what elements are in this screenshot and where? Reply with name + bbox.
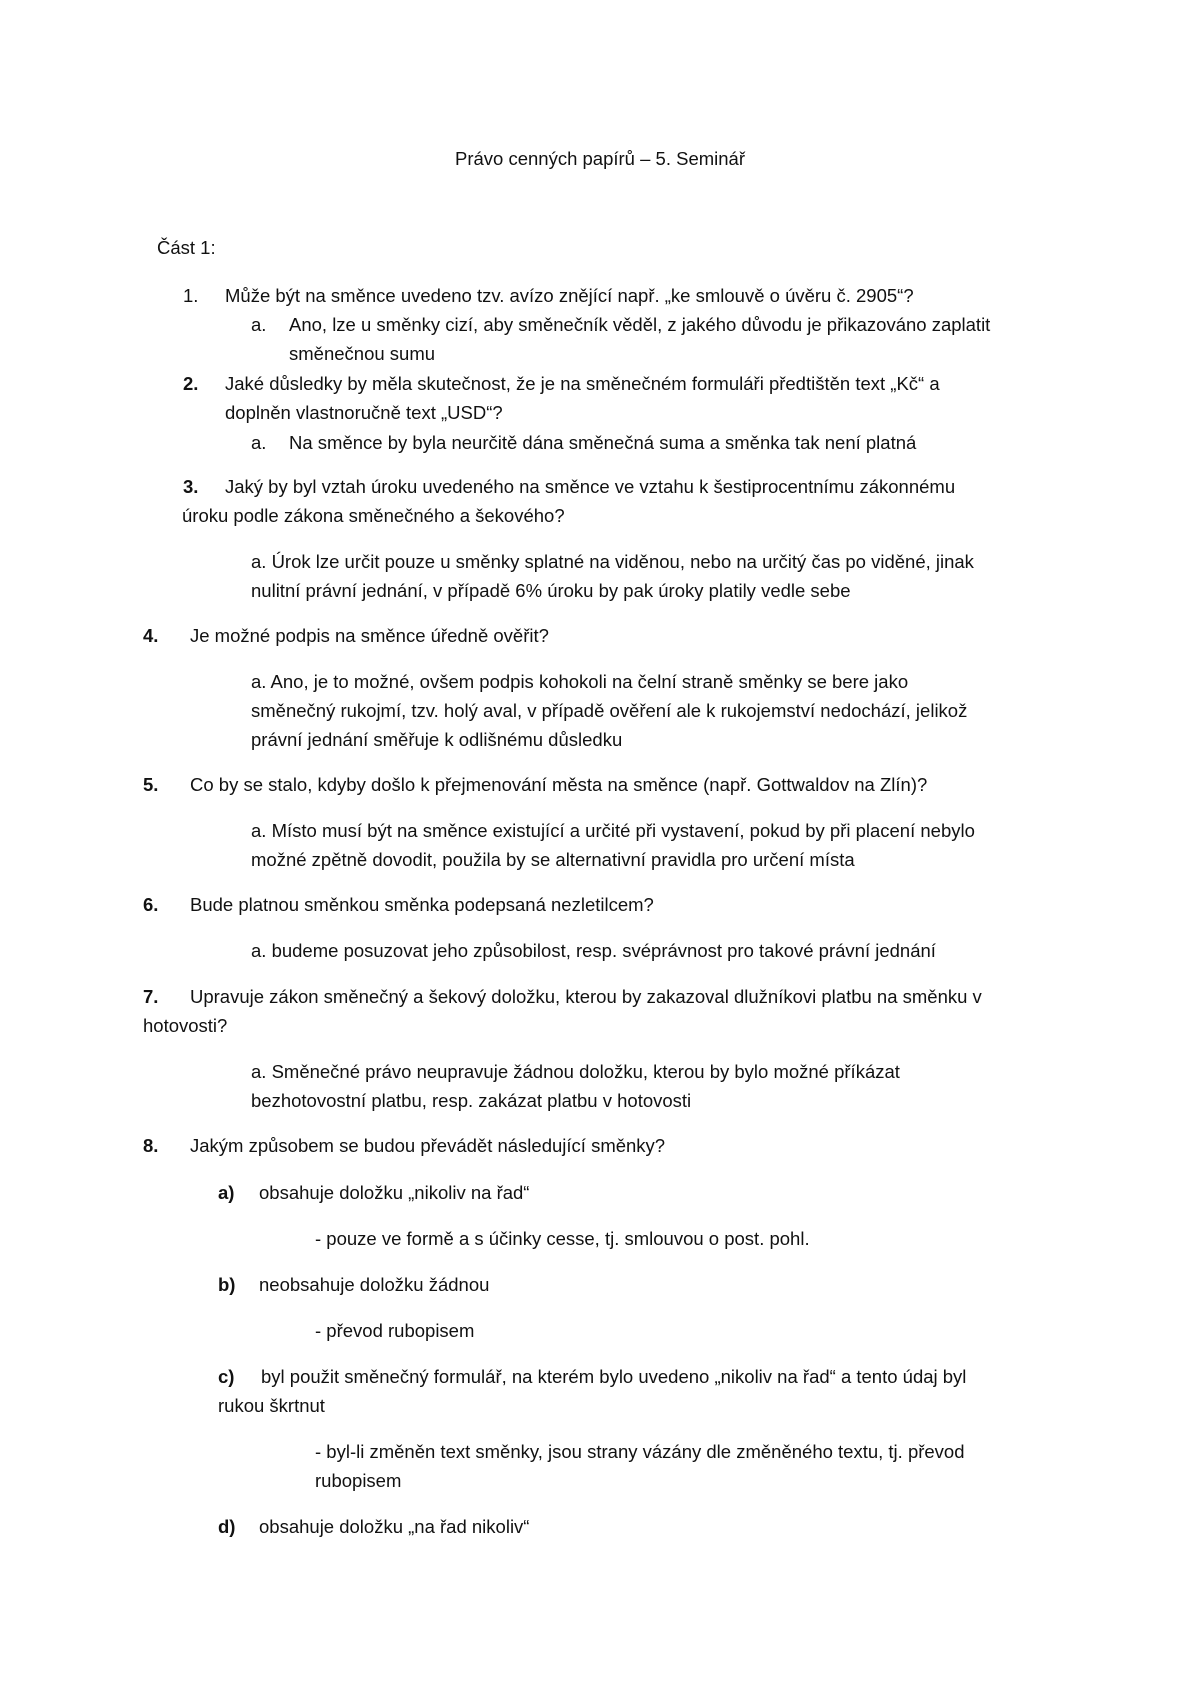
answer-text: Ano, lze u směnky cizí, aby směnečník věděl, z jakého důvodu je přikazováno zaplatit bbox=[289, 314, 991, 335]
question-text: Jaké důsledky by měla skutečnost, že je na směnečném formuláři předtištěn text „Kč“ a bbox=[225, 373, 940, 394]
answer-text: a. Ano, je to možné, ovšem podpis kohokoli na čelní straně směnky se bere jako bbox=[251, 671, 909, 692]
question-text: doplněn vlastnoručně text „USD“? bbox=[225, 402, 503, 423]
sub-item-text: byl použit směnečný formulář, na kterém bylo uvedeno „nikoliv na řad“ a tento údaj byl bbox=[261, 1366, 967, 1387]
sub-item-marker: d) bbox=[218, 1516, 236, 1537]
question-number: 3. bbox=[183, 476, 199, 497]
question-number: 5. bbox=[143, 774, 159, 795]
answer-text: nulitní právní jednání, v případě 6% úroku by pak úroky platily vedle sebe bbox=[251, 580, 851, 601]
sub-item-answer: - byl-li změněn text směnky, jsou strany vázány dle změněného textu, tj. převod bbox=[315, 1441, 965, 1462]
question-text: úroku podle zákona směnečného a šekového? bbox=[182, 505, 565, 526]
question-text: Je možné podpis na směnce úředně ověřit? bbox=[190, 625, 549, 646]
answer-text: bezhotovostní platbu, resp. zakázat platbu v hotovosti bbox=[251, 1090, 692, 1111]
question-text: Může být na směnce uvedeno tzv. avízo znějící např. „ke smlouvě o úvěru č. 2905“? bbox=[225, 285, 914, 306]
answer-text: a. Úrok lze určit pouze u směnky splatné na viděnou, nebo na určitý čas po viděné, jinak bbox=[251, 551, 974, 572]
question-text: Bude platnou směnkou směnka podepsaná nezletilcem? bbox=[190, 894, 654, 915]
sub-item-answer: rubopisem bbox=[315, 1470, 402, 1491]
sub-item-text: rukou škrtnut bbox=[218, 1395, 325, 1416]
answer-text: směnečný rukojmí, tzv. holý aval, v případě ověření ale k rukojemství nedochází, jelikož bbox=[251, 700, 968, 721]
sub-item-answer: - pouze ve formě a s účinky cesse, tj. smlouvou o post. pohl. bbox=[315, 1228, 810, 1249]
sub-item-text: obsahuje doložku „nikoliv na řad“ bbox=[259, 1182, 530, 1203]
answer-text: možné zpětně dovodit, použila by se alternativní pravidla pro určení místa bbox=[251, 849, 855, 870]
question-text: hotovosti? bbox=[143, 1015, 228, 1036]
question-number: 4. bbox=[143, 625, 159, 646]
sub-item-text: obsahuje doložku „na řad nikoliv“ bbox=[259, 1516, 530, 1537]
sub-item-text: neobsahuje doložku žádnou bbox=[259, 1274, 490, 1295]
sub-item-marker: c) bbox=[218, 1366, 235, 1387]
question-text: Jakým způsobem se budou převádět následující směnky? bbox=[190, 1135, 666, 1156]
question-text: Co by se stalo, kdyby došlo k přejmenování města na směnce (např. Gottwaldov na Zlín)? bbox=[190, 774, 928, 795]
sub-item-marker: b) bbox=[218, 1274, 236, 1295]
answer-text: a. budeme posuzovat jeho způsobilost, resp. svéprávnost pro takové právní jednání bbox=[251, 940, 936, 961]
question-number: 8. bbox=[143, 1135, 159, 1156]
answer-text: právní jednání směřuje k odlišnému důsledku bbox=[251, 729, 623, 750]
answer-text: a. Směnečné právo neupravuje žádnou doložku, kterou by bylo možné příkázat bbox=[251, 1061, 900, 1082]
question-text: Upravuje zákon směnečný a šekový doložku, kterou by zakazoval dlužníkovi platbu na směnku v bbox=[190, 986, 982, 1007]
answer-marker: a. bbox=[251, 432, 267, 453]
question-number: 7. bbox=[143, 986, 159, 1007]
question-text: Jaký by byl vztah úroku uvedeného na směnce ve vztahu k šestiprocentnímu zákonnému bbox=[225, 476, 956, 497]
document-title: Právo cenných papírů – 5. Seminář bbox=[455, 148, 745, 169]
section-heading: Část 1: bbox=[157, 237, 216, 258]
sub-item-marker: a) bbox=[218, 1182, 235, 1203]
question-number: 6. bbox=[143, 894, 159, 915]
question-number: 2. bbox=[183, 373, 199, 394]
answer-text: směnečnou sumu bbox=[289, 343, 436, 364]
answer-text: Na směnce by byla neurčitě dána směnečná suma a směnka tak není platná bbox=[289, 432, 917, 453]
question-number: 1. bbox=[183, 285, 199, 306]
answer-marker: a. bbox=[251, 314, 267, 335]
sub-item-answer: - převod rubopisem bbox=[315, 1320, 475, 1341]
answer-text: a. Místo musí být na směnce existující a určité při vystavení, pokud by při placení nebylo bbox=[251, 820, 975, 841]
